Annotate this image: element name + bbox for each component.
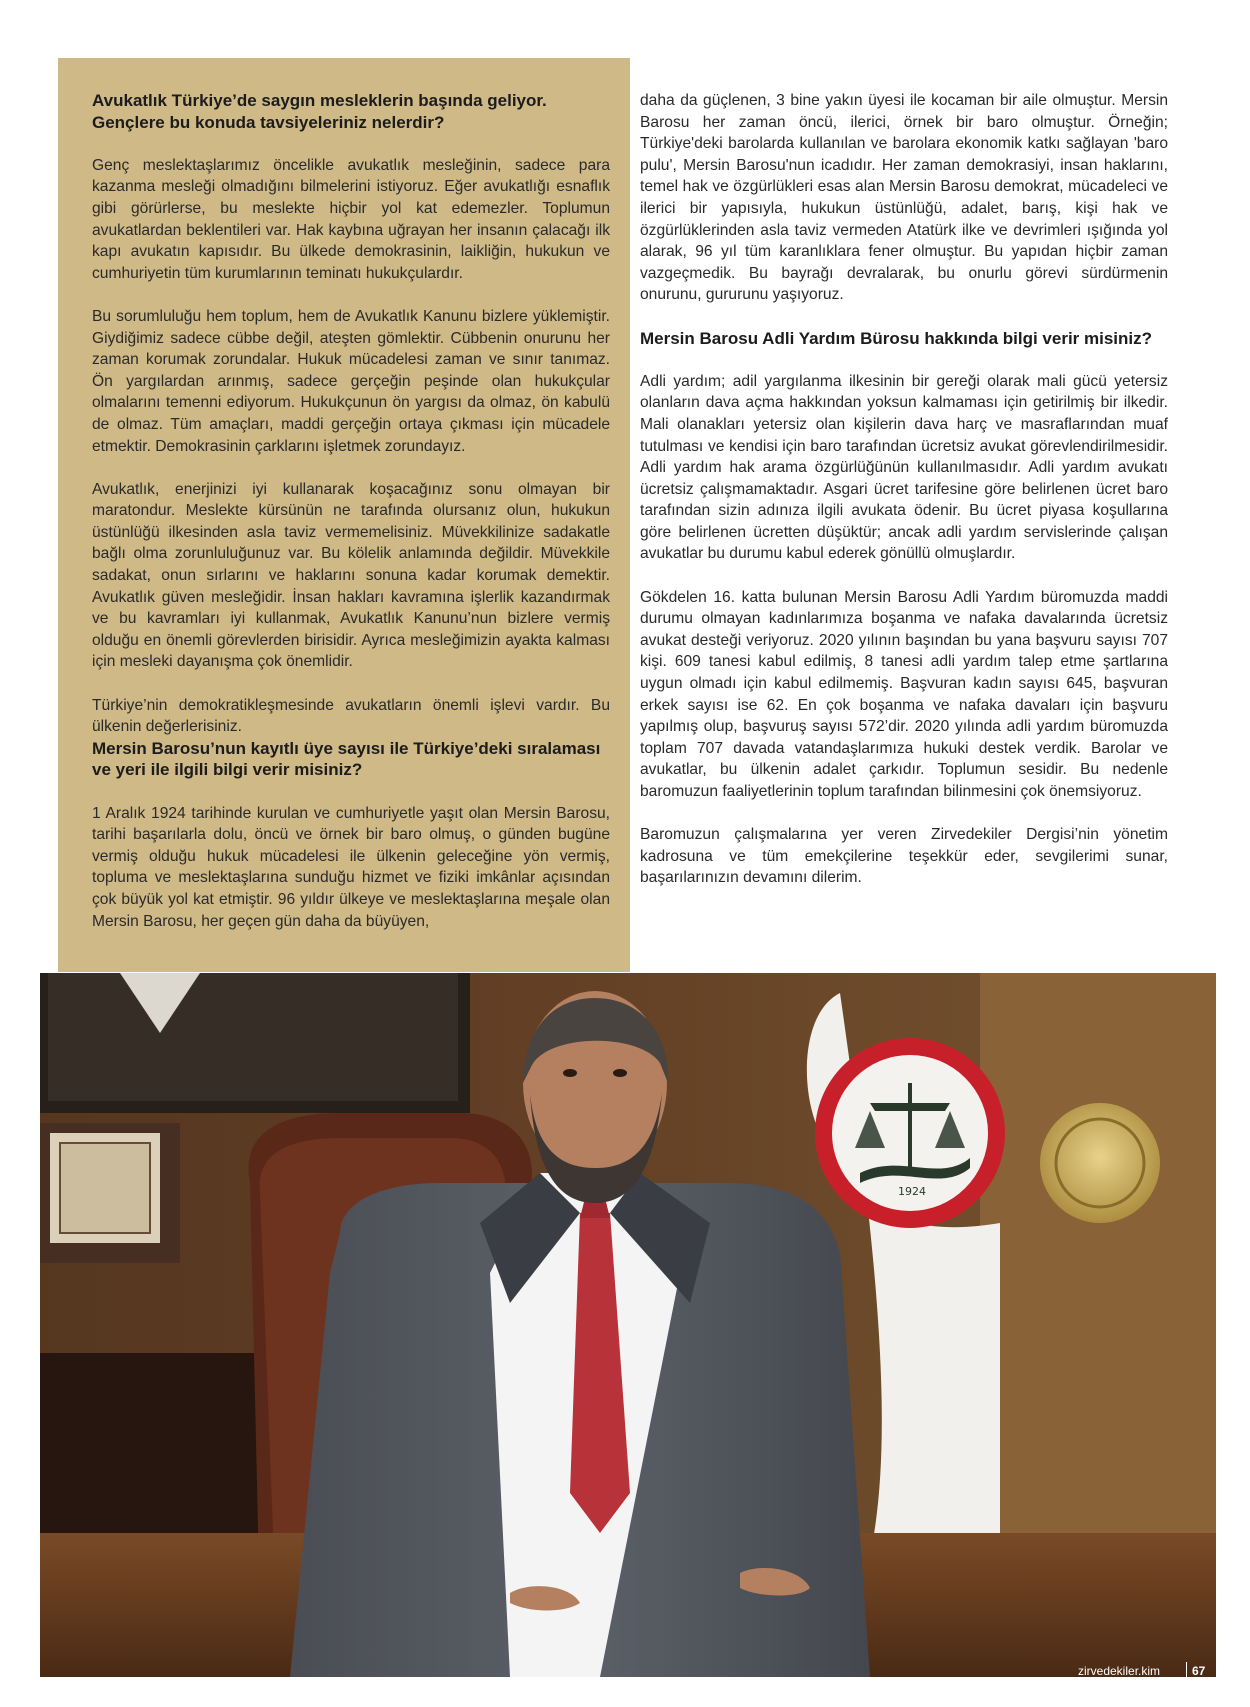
page-number: 67 (1192, 1664, 1206, 1678)
question-heading: Mersin Barosu Adli Yardım Bürosu hakkında bilgi verir misiniz? (640, 328, 1153, 348)
question-heading: Avukatlık Türkiye’de saygın mesleklerin başında geliyor. Gençlere bu konuda tavsiyeleriniz nelerdir? (92, 91, 547, 132)
answer-paragraph: Bu sorumluluğu hem toplum, hem de Avukatlık Kanunu bizlere yüklemiştir. Giydiğimiz sadece cübbe değil, ateşten gömlektir. Cübbenin onurunu her zaman korumak zorundalar. Hukuk mücadelesi zaman ve sınır tanımaz. Ön yargılardan arınmış, sadece gerçeğin peşinde olan hukukçular olmalarını temenni ediyorum. Hukukçunun ön yargısı da olmaz, ön kabulü de olmaz. Tüm amaçları, maddi gerçeğin ortaya çıkması için mücadele etmektir. Demokrasinin çarklarını işletmek zorundayız. (92, 307, 610, 455)
answer-paragraph: Baromuzun çalışmalarına yer veren Zirvedekiler Dergisi’nin yönetim kadrosuna ve tüm emekçilerine teşekkür eder, sevgilerimi sunar, başarılarınızın devamını dilerim. (640, 826, 1168, 887)
question-heading: Mersin Barosu’nun kayıtlı üye sayısı ile Türkiye’deki sıralaması ve yeri ile ilgili bilgi verir misiniz? (92, 738, 601, 780)
footer-site-name: zirvedekiler.kim (1078, 1664, 1161, 1678)
article-left-column (92, 90, 610, 954)
flag-year-label: 1924 (898, 1185, 926, 1198)
answer-paragraph: daha da güçlenen, 3 bine yakın üyesi ile kocaman bir aile olmuştur. Mersin Barosu her zaman öncü, ilerici, örnek bir baro olmuştur. Örneğin; Türkiye'deki barolarda kullanılan ve barolara ekonomik katkı sağlayan 'baro pulu', Mersin Barosu'nun icadıdır. Her zaman demokrasiyi, insan haklarını, temel hak ve özgürlükleri esas alan Mersin Barosu demokrat, mücadeleci ve ilerici bir yapısıyla, hukukun üstünlüğü, adalet, barış, kişi hak ve özgürlüklerinden asla taviz vermeden Atatürk ilke ve devrimleri ışığında yol alarak, 96 yıl tüm karanlıklara fener olmuştur. Bu yapıdan hiçbir zaman vazgeçmedik. Bu bayrağı devralarak, bu onurlu görevi sürdürmenin onurunu, gururunu yaşıyoruz. (640, 92, 1168, 304)
answer-paragraph: Türkiye’nin demokratikleşmesinde avukatların önemli işlevi vardır. Bu ülkenin değerlerisiniz. (92, 696, 610, 736)
footer-divider (1186, 1662, 1187, 1678)
answer-paragraph: 1 Aralık 1924 tarihinde kurulan ve cumhuriyetle yaşıt olan Mersin Barosu, tarihi başarılarla dolu, öncü ve örnek bir baro olmuş, o günden bugüne vermiş olduğu hukuk mücadelesi ile ülkenin geleceğine yön vermiş, topluma ve meslektaşlarına sunduğu hizmet ve fiziki imkânlar açısından çok büyük yol kat etmiştir. 96 yıldır ülkeye ve meslektaşlarına meşale olan Mersin Barosu, her geçen gün daha da büyüyen, (92, 804, 610, 930)
portrait-photo (40, 973, 1216, 1677)
article-right-column (640, 90, 1168, 911)
answer-paragraph: Adli yardım; adil yargılanma ilkesinin bir gereği olarak mali gücü yetersiz olanların dava açma hakkından yoksun kalmaması için getirilmiş bir ilkedir. Mali olanakları yetersiz olan kişilerin dava harç ve masraflarından muaf tutulması ve kendisi için baro tarafından ücretsiz avukat görevlendirilmesidir. Adli yardım hak arama özgürlüğünün kullanılmasıdır. Adli yardım avukatı ücretsiz çalışmamaktadır. Asgari ücret tarifesine göre belirlenen ücret baro tarafından sizin adınıza ilgili avukata ödenir. Bu ücret piyasa koşullarına göre belirlenen ücretten düşüktür; ancak adli yardım servislerinde çalışan avukatlar bu durumu kabul ederek gönüllü olmuşlardır. (640, 372, 1168, 563)
answer-paragraph: Genç meslektaşlarımız öncelikle avukatlık mesleğinin, sadece para kazanma mesleği olmadığını bilmelerini istiyoruz. Eğer avukatlığı esnaflık gibi görürlerse, bu meslekte hiçbir yol kat edemezler. Toplumun avukatlardan beklentileri var. Hak kaybına uğrayan her insanın çalacağı ilk kapı avukatın kapısıdır. Bu ülkede demokrasinin, laikliğin, hukukun ve cumhuriyetin tüm kurumlarının teminatı hukukçulardır. (92, 156, 610, 282)
answer-paragraph: Avukatlık, enerjinizi iyi kullanarak koşacağınız sonu olmayan bir maratondur. Meslekte kürsünün ne tarafında olursanız olun, hukukun üstünlüğü ilkesinden asla taviz vermemelisiniz. Müvekkilinize sadakatle bağlı olma zorunluluğunuz var. Bu kölelik anlamında değildir. Müvekkile sadakat, onun sırlarını ve haklarını sonuna kadar korumak demektir. Avukatlık güven mesleğidir. İnsan hakları kavramına işlerlik kazandırmak ve bu kavramları iyi kullanmak, Avukatlık Kanunu’nun bizlere vermiş olduğu en önemli görevlerden birisidir. Ayrıca mesleğimizin ayakta kalması için mesleki dayanışma çok önemlidir. (92, 480, 610, 671)
answer-paragraph: Gökdelen 16. katta bulunan Mersin Barosu Adli Yardım büromuzda maddi durumu olmayan kadınlarımıza boşanma ve nafaka davalarında ücretsiz avukat desteği veriyoruz. 2020 yılının başından bu yana başvuru sayısı 707 kişi. 609 tanesi kabul edilmiş, 8 tanesi adli yardım talep etme şartlarına uygun olmadı için kabul edilmemiş. Başvuran kadın sayısı 645, başvuran erkek sayısı ise 62. En çok boşanma ve nafaka davaları için başvuru yapılmış olup, başvuruş sayısı 572’dir. 2020 yılında adli yardım büromuzda toplam 707 davada vatandaşlarımıza hukuki destek verdik. Barolar ve avukatlar, bu ülkenin adalet çarkıdır. Toplumun sesidir. Bu nedenle baromuzun faaliyetlerinin toplum tarafından bilinmesini çok önemsiyoruz. (640, 588, 1168, 800)
